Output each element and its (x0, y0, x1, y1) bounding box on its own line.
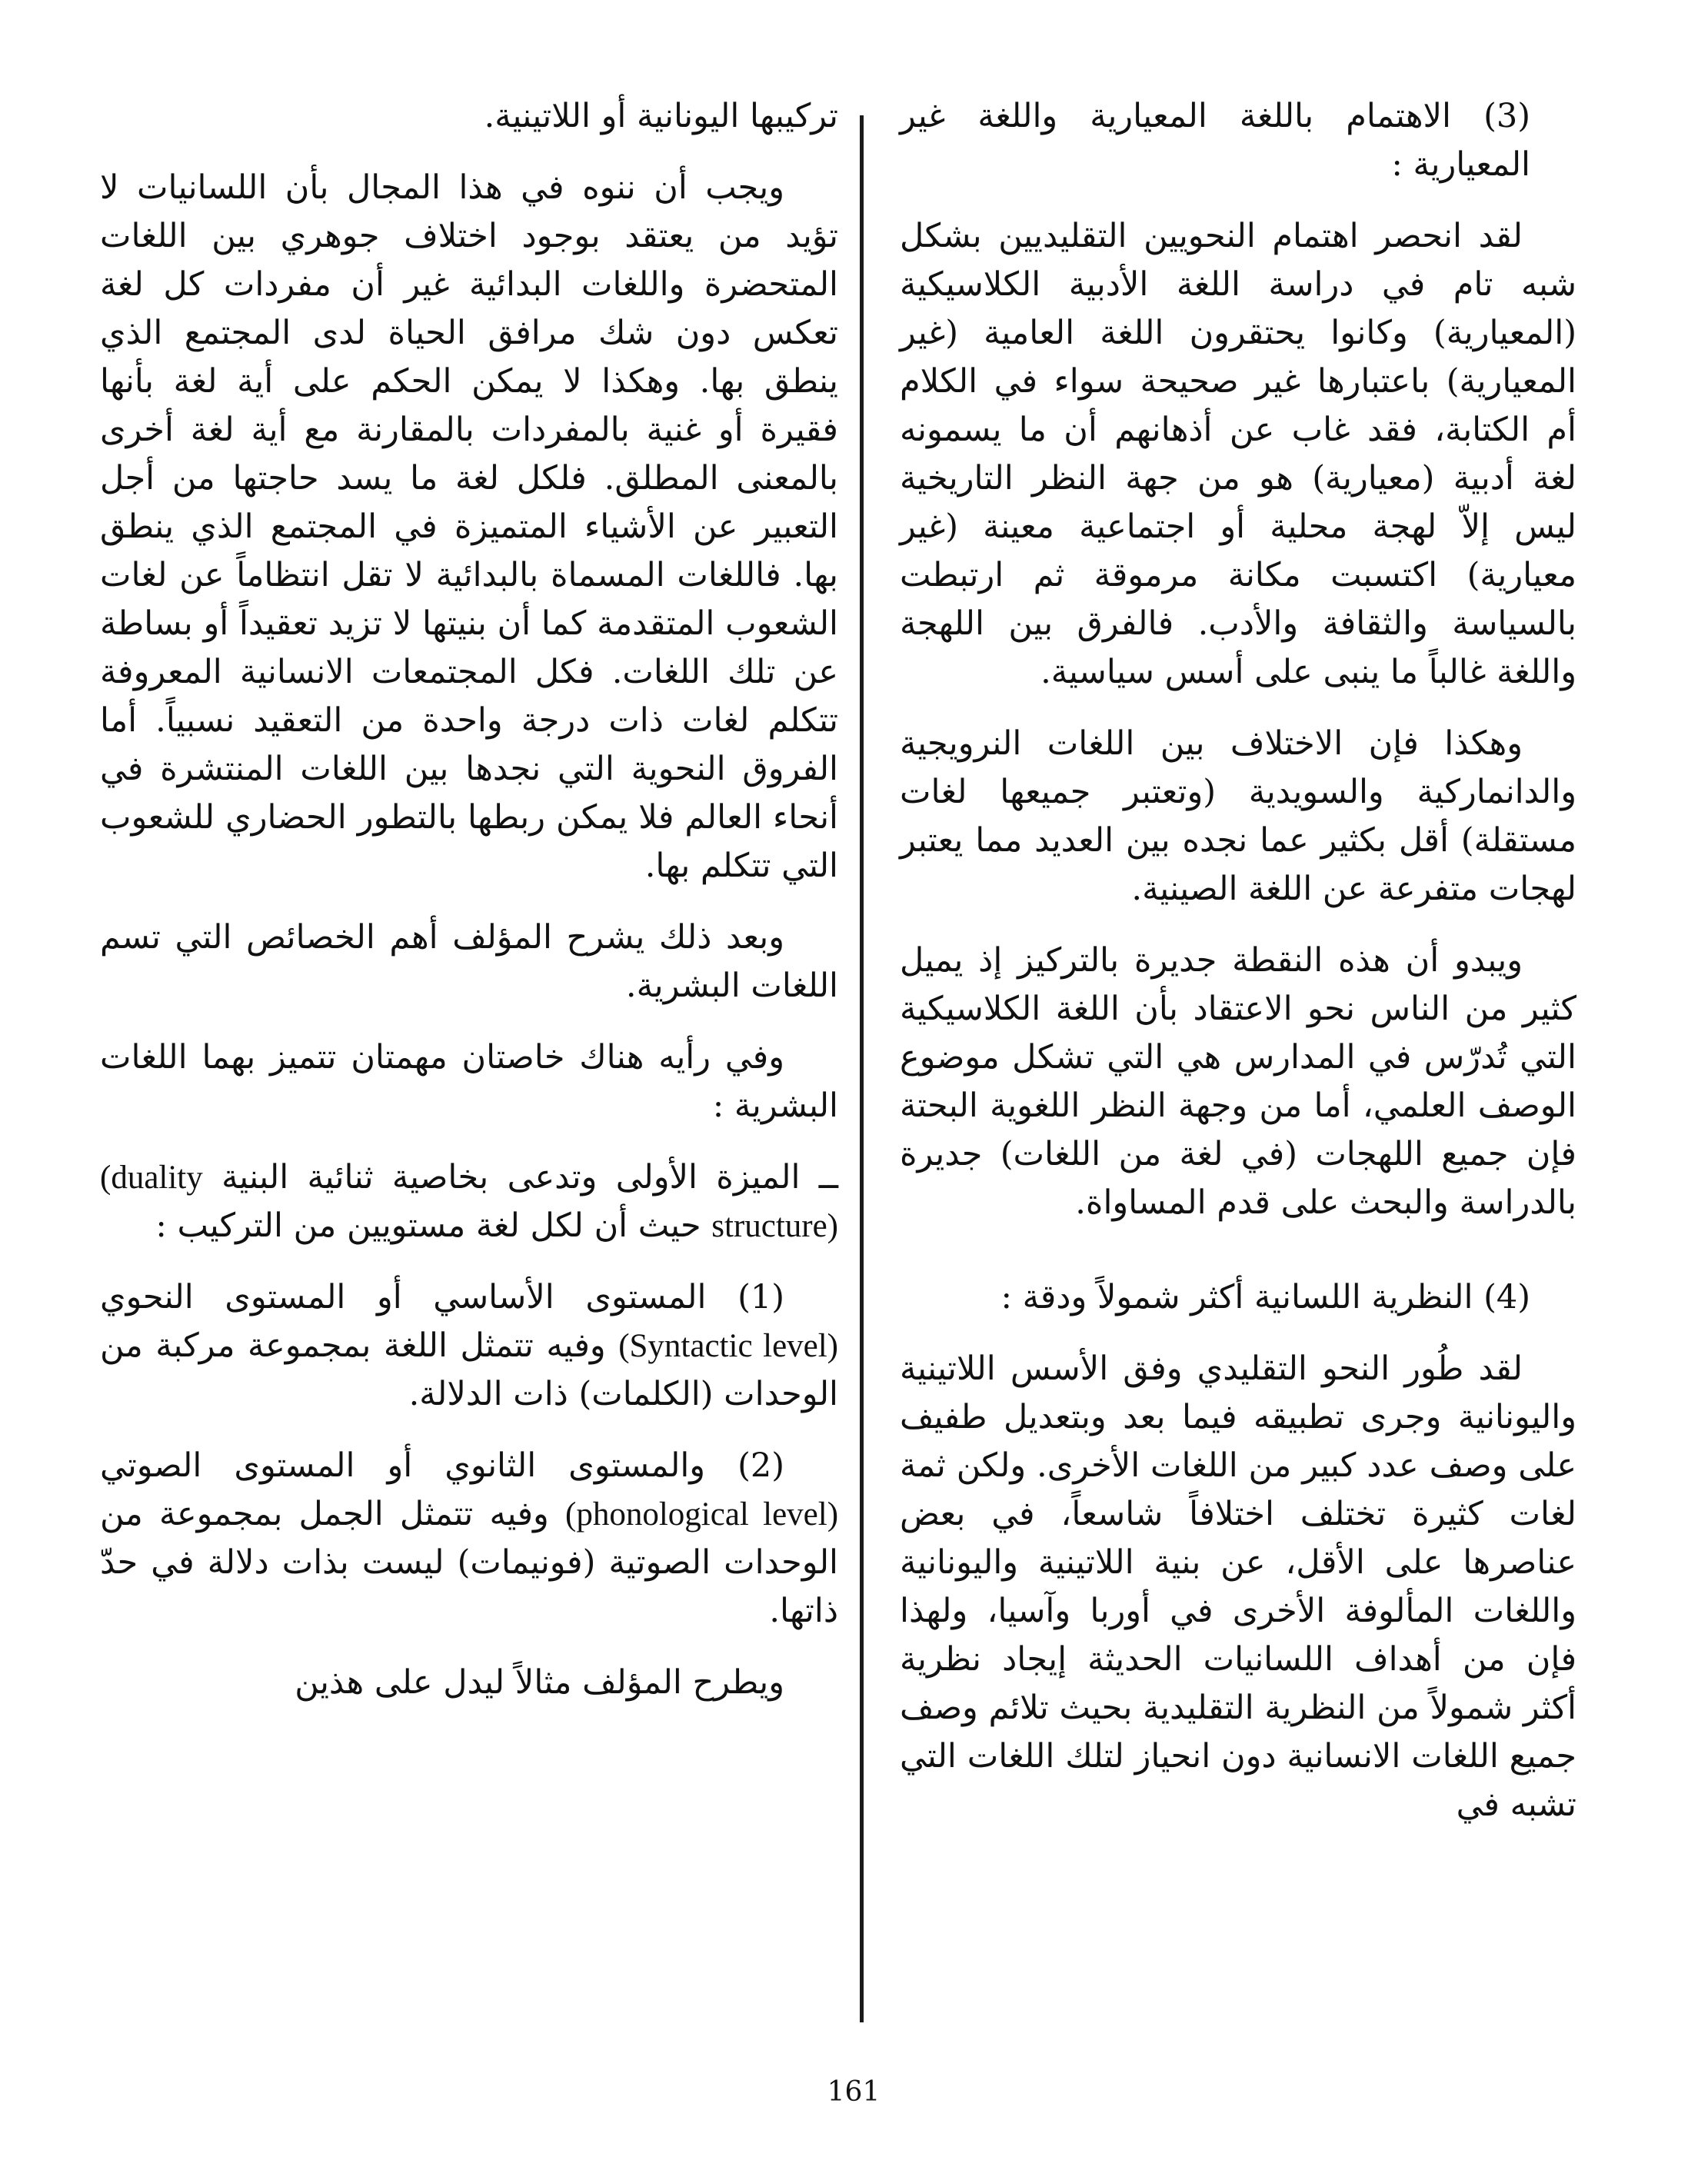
paragraph: وهكذا فإن الاختلاف بين اللغات النرويجية والدانماركية والسويدية (وتعتبر جميعها لغات مستقلة) أقل بكثير عما نجده بين العديد مما يعتبر لهجات متفرعة عن اللغة الصينية. (900, 724, 1576, 908)
latin-term: (Syntactic level) (618, 1328, 839, 1364)
paragraph: ويبدو أن هذه النقطة جديرة بالتركيز إذ يميل كثير من الناس نحو الاعتقاد بأن اللغة الكلاسيكية التي تُدرّس في المدارس هي التي تشكل موضوع الوصف العلمي، أما من وجهة النظر اللغوية البحتة فإن جميع اللهجات (في لغة من اللغات) جديرة بالدراسة والبحث على قدم المساواة. (900, 941, 1576, 1222)
column-divider (860, 115, 864, 2022)
paragraph: لقد طُور النحو التقليدي وفق الأسس اللاتينية واليونانية وجرى تطبيقه فيما بعد وبتعديل طفيف على وصف عدد كبير من اللغات الأخرى. ولكن ثمة لغات كثيرة تختلف اختلافاً شاسعاً، في بعض عناصرها على الأقل، عن بنية اللاتينية واليونانية واللغات المألوفة الأخرى في أوربا وآسيا، ولهذا فإن من أهداف اللسانيات الحديثة إيجاد نظرية أكثر شمولاً من النظرية التقليدية بحيث تلائم وصف جميع اللغات الانسانية دون انحياز لتلك اللغات التي تشبه في (900, 1350, 1576, 1824)
text-span: ــ الميزة الأولى وتدعى بخاصية ثنائية البنية (221, 1158, 838, 1197)
paragraph: وفي رأيه هناك خاصتان مهمتان تتميز بهما اللغات البشرية : (100, 1038, 838, 1125)
text-span: حيث أن لكل لغة مستويين من التركيب : (155, 1206, 701, 1245)
right-column (900, 92, 1576, 1852)
text-span: (1) المستوى الأساسي أو المستوى النحوي (100, 1278, 784, 1316)
text-span: وفيه تتمثل الجمل بمجموعة من الوحدات الصوتية (فونيمات) ليست بذات دلالة في حدّ ذاتها. (100, 1495, 838, 1630)
page-number: 161 (827, 2076, 881, 2108)
latin-term: (duality structure) (100, 1160, 838, 1244)
paragraph: ويطرح المؤلف مثالاً ليدل على هذين (295, 1663, 784, 1702)
paragraph: تركيبها اليونانية أو اللاتينية. (484, 97, 838, 135)
left-column (100, 92, 838, 1730)
text-span: وفيه تتمثل اللغة بمجموعة مركبة من الوحدات (الكلمات) ذات الدلالة. (100, 1326, 838, 1413)
paragraph (100, 1153, 838, 1250)
section-heading-4: (4) النظرية اللسانية أكثر شمولاً ودقة : (1000, 1278, 1530, 1316)
paragraph: ويجب أن ننوه في هذا المجال بأن اللسانيات لا تؤيد من يعتقد بوجود اختلاف جوهري بين اللغات المتحضرة واللغات البدائية غير أن مفردات كل لغة تعكس دون شك مرافق الحياة لدى المجتمع الذي ينطق بها. وهكذا لا يمكن الحكم على أية لغة بأنها فقيرة أو غنية بالمفردات بالمقارنة مع أية لغة أخرى بالمعنى المطلق. فلكل لغة ما يسد حاجتها من أجل التعبير عن الأشياء المتميزة في المجتمع الذي ينطق بها. فاللغات المسماة بالبدائية لا تقل انتظاماً عن لغات الشعوب المتقدمة كما أن بنيتها لا تزيد تعقيداً أو بساطة عن تلك اللغات. فكل المجتمعات الانسانية المعروفة تتكلم لغات ذات درجة واحدة من التعقيد نسبياً. أما الفروق النحوية التي نجدها بين اللغات المنتشرة في أنحاء العالم فلا يمكن ربطها بالتطور الحضاري للشعوب التي تتكلم بها. (100, 168, 838, 885)
latin-term: (phonological level) (565, 1496, 839, 1533)
paragraph (100, 1273, 838, 1419)
section-heading-3: (3) الاهتمام باللغة المعيارية واللغة غير المعيارية : (900, 97, 1530, 184)
paragraph (100, 1442, 838, 1636)
paragraph: وبعد ذلك يشرح المؤلف أهم الخصائص التي تسم اللغات البشرية. (100, 918, 838, 1005)
paragraph: لقد انحصر اهتمام النحويين التقليديين بشكل شبه تام في دراسة اللغة الأدبية الكلاسيكية (المعيارية) وكانوا يحتقرون اللغة العامية (غير المعيارية) باعتبارها غير صحيحة سواء في الكلام أم الكتابة، فقد غاب عن أذهانهم أن ما يسمونه لغة أدبية (معيارية) هو من جهة النظر التاريخية ليس إلاّ لهجة محلية أو اجتماعية معينة (غير معيارية) اكتسبت مكانة مرموقة ثم ارتبطت بالسياسة والثقافة والأدب. فالفرق بين اللهجة واللغة غالباً ما ينبى على أسس سياسية. (900, 217, 1576, 691)
text-span: (2) والمستوى الثانوي أو المستوى الصوتي (100, 1446, 784, 1485)
